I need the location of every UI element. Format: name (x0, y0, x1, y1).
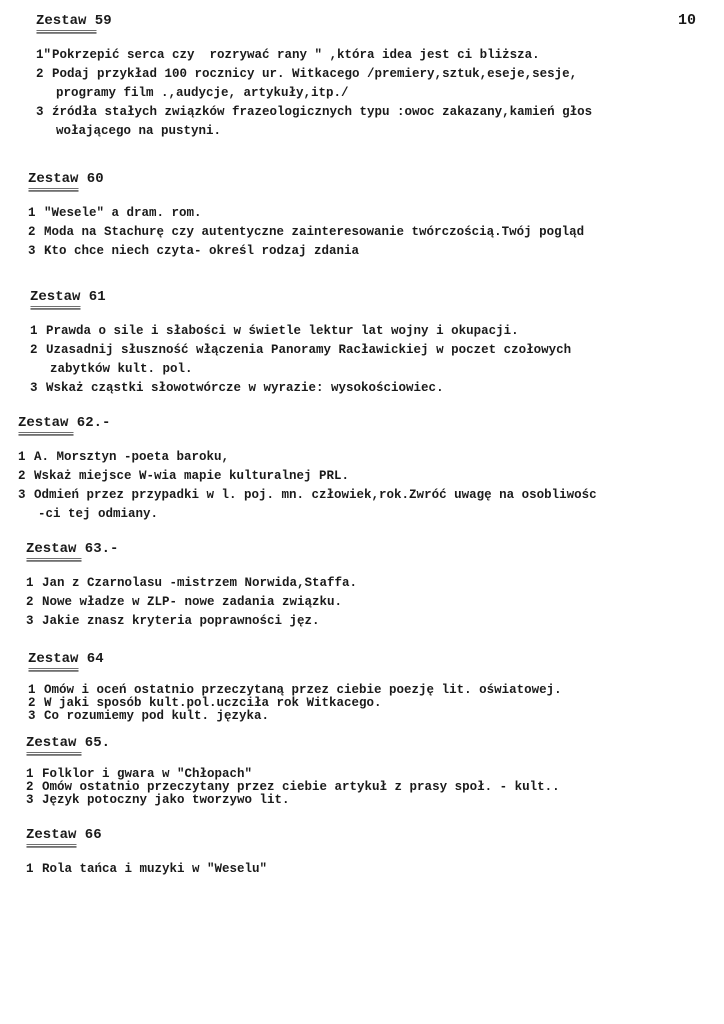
question-number: 1 (26, 862, 34, 876)
question-number: 2 (28, 225, 36, 239)
question-line (28, 242, 584, 261)
exam-set (30, 288, 571, 398)
question-text: W jaki sposób kult.pol.uczciła rok Witkacego. (44, 696, 382, 710)
question-text: Co rozumiemy pod kult. języka. (44, 709, 270, 723)
question-number: 3 (28, 709, 36, 723)
question-text: Omów ostatnio przeczytany przez ciebie artykuł z prasy społ. - kult.. (42, 780, 560, 794)
question-text: Język potoczny jako tworzywo lit. (42, 793, 290, 807)
set-underline: ========== (28, 668, 79, 676)
question-line (26, 574, 357, 593)
set-title: Zestaw 61 (30, 289, 106, 305)
exam-set (26, 826, 267, 879)
question-text: Moda na Stachurę czy autentyczne zainteresowanie twórczością.Twój pogląd (44, 225, 585, 239)
question-line (30, 322, 571, 341)
question-text: Wskaż miejsce W-wia mapie kulturalnej PRL. (34, 469, 350, 483)
set-title: Zestaw 63.- (26, 541, 119, 557)
question-text: Uzasadnij słuszność włączenia Panoramy Racławickiej w poczet czołowych (46, 343, 572, 357)
set-underline: =========== (26, 558, 82, 566)
question-line (18, 467, 597, 486)
set-title: Zestaw 60 (28, 171, 104, 187)
question-number: 3 (26, 614, 34, 628)
set-title: Zestaw 66 (26, 827, 102, 843)
question-line (28, 710, 562, 723)
question-text: -ci tej odmiany. (38, 507, 159, 521)
question-line (26, 593, 357, 612)
set-underline: =========== (26, 752, 82, 760)
exam-set (26, 540, 357, 631)
exam-set (36, 12, 592, 141)
question-text: Omów i oceń ostatnio przeczytaną przez ciebie poezję lit. oświatowej. (44, 683, 562, 697)
set-title: Zestaw 65. (26, 735, 111, 751)
set-underline: ============ (36, 30, 97, 38)
question-text: Pokrzepić serca czy rozrywać rany " ,która idea jest ci bliższa. (52, 48, 540, 62)
exam-set (28, 650, 562, 723)
question-number: 2 (18, 469, 26, 483)
question-line (36, 103, 592, 122)
question-number: 1 (30, 324, 38, 338)
question-text: Rola tańca i muzyki w "Weselu" (42, 862, 268, 876)
question-number: 1 (28, 206, 36, 220)
question-text: źródła stałych związków frazeologicznych typu :owoc zakazany,kamień głos (52, 105, 593, 119)
question-number: 1 (26, 767, 34, 781)
question-number: 3 (30, 381, 38, 395)
question-number: 1" (36, 48, 52, 62)
question-number: 2 (36, 67, 44, 81)
question-text: programy film .,audycje, artykuły,itp./ (56, 86, 349, 100)
question-text: Prawda o sile i słabości w świetle lektur lat wojny i okupacji. (46, 324, 519, 338)
question-text: Nowe władze w ZLP- nowe zadania związku. (42, 595, 343, 609)
question-text: Wskaż cząstki słowotwórcze w wyrazie: wysokościowiec. (46, 381, 444, 395)
question-number: 3 (26, 793, 34, 807)
question-line (26, 612, 357, 631)
question-line (18, 486, 597, 505)
question-line (36, 122, 592, 141)
question-number: 2 (26, 780, 34, 794)
question-line (28, 223, 584, 242)
set-title: Zestaw 62.- (18, 415, 111, 431)
question-text: Jan z Czarnolasu -mistrzem Norwida,Staffa. (42, 576, 358, 590)
question-text: Podaj przykład 100 rocznicy ur. Witkacego /premiery,sztuk,eseje,sesje, (52, 67, 578, 81)
set-title: Zestaw 64 (28, 651, 104, 667)
page-number: 10 (677, 12, 696, 29)
question-line (36, 46, 592, 65)
question-line (18, 505, 597, 524)
exam-set (28, 170, 584, 261)
question-number: 2 (30, 343, 38, 357)
question-text: zabytków kult. pol. (50, 362, 193, 376)
question-line (26, 860, 267, 879)
question-line (30, 341, 571, 360)
question-text: Folklor i gwara w "Chłopach" (42, 767, 253, 781)
set-underline: =========== (18, 432, 74, 440)
question-text: Kto chce niech czyta- określ rodzaj zdania (44, 244, 360, 258)
exam-set (26, 734, 560, 807)
exam-set (18, 414, 597, 524)
question-number: 1 (18, 450, 26, 464)
question-number: 1 (28, 683, 36, 697)
question-text: Odmień przez przypadki w l. poj. mn. człowiek,rok.Zwróć uwagę na osobliwośc (34, 488, 597, 502)
set-underline: ========== (30, 306, 81, 314)
question-number: 2 (28, 696, 36, 710)
question-line (18, 448, 597, 467)
question-line (36, 65, 592, 84)
question-number: 3 (28, 244, 36, 258)
question-line (30, 379, 571, 398)
set-title: Zestaw 59 (36, 13, 112, 29)
question-line (26, 794, 560, 807)
question-number: 3 (36, 105, 44, 119)
question-text: A. Morsztyn -poeta baroku, (34, 450, 230, 464)
question-text: Jakie znasz kryteria poprawności jęz. (42, 614, 320, 628)
question-number: 1 (26, 576, 34, 590)
set-underline: ========== (26, 844, 77, 852)
question-number: 3 (18, 488, 26, 502)
question-number: 2 (26, 595, 34, 609)
question-line (30, 360, 571, 379)
question-line (28, 204, 584, 223)
set-underline: ========== (28, 188, 79, 196)
question-line (36, 84, 592, 103)
question-text: wołającego na pustyni. (56, 124, 222, 138)
question-text: "Wesele" a dram. rom. (44, 206, 202, 220)
